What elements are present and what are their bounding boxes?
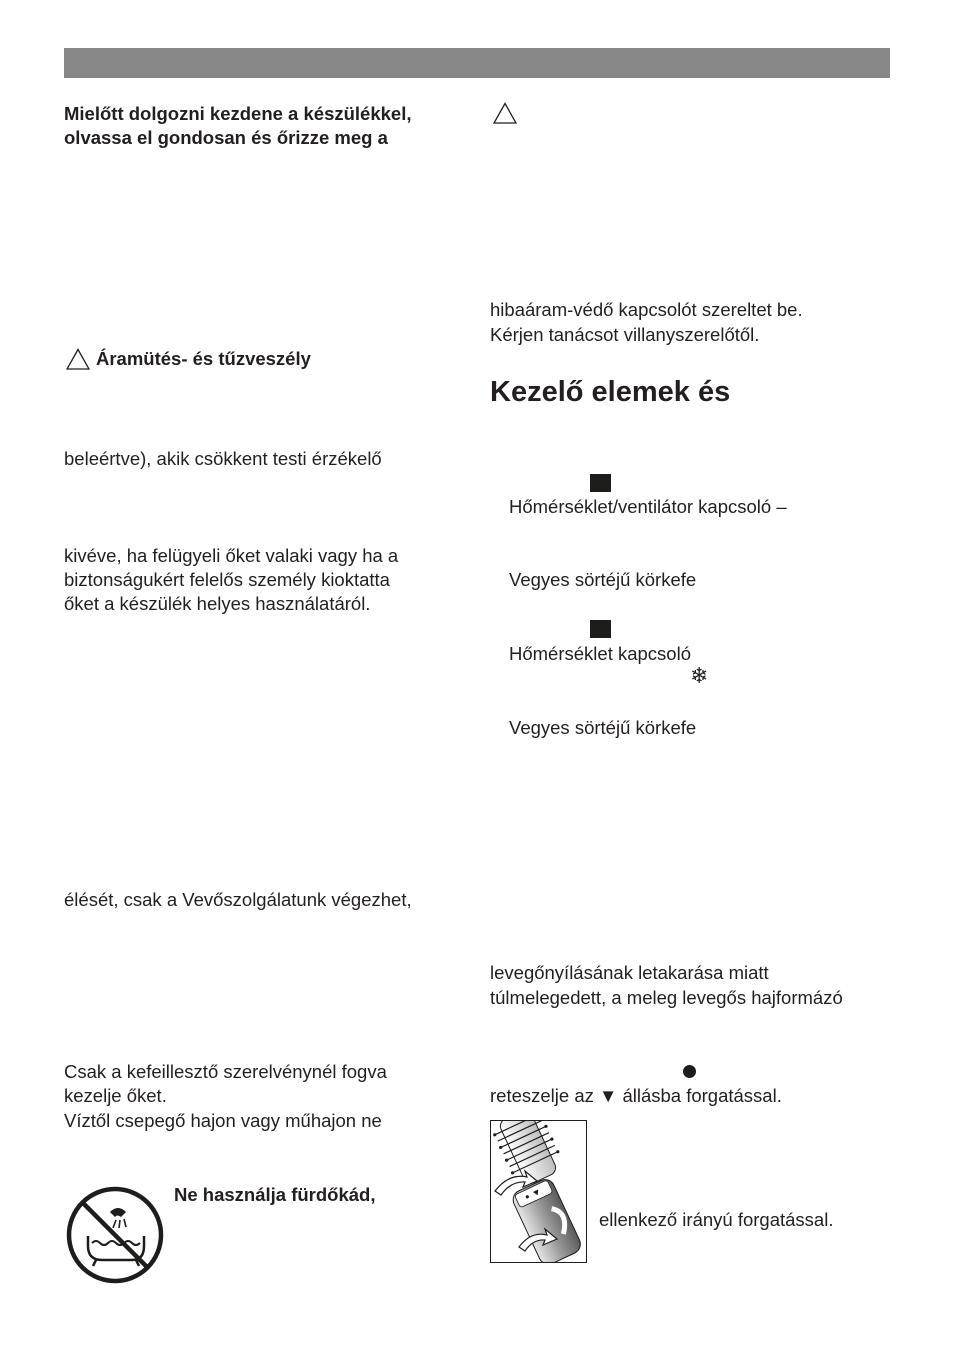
paragraph-viztol: Víztől csepegő hajon vagy műhajon ne (64, 1110, 382, 1131)
black-dot-icon (683, 1065, 696, 1078)
black-square-icon (590, 620, 611, 638)
black-square-icon (590, 474, 611, 492)
paragraph-levego-line-2: túlmelegedett, a meleg levegős hajformázó (490, 987, 843, 1008)
brush-attach-illustration (490, 1120, 587, 1263)
paragraph-beleertve: beleértve), akik csökkent testi érzékelő (64, 448, 382, 469)
intro-text-line-2: olvassa el gondosan és őrizze meg a (64, 127, 388, 148)
warning-heading: Áramütés- és tűzveszély (96, 348, 311, 369)
item-round-brush-1: Vegyes sörtéjű körkefe (509, 569, 697, 590)
bath-warning-text: Ne használja fürdőkád, (174, 1184, 376, 1205)
header-bar (64, 48, 890, 78)
paragraph-ellenkezo: ellenkező irányú forgatással. (599, 1209, 834, 1230)
section-heading: Kezelő elemek és (490, 376, 731, 408)
item-round-brush-2: Vegyes sörtéjű körkefe (509, 717, 697, 738)
paragraph-eleset: élését, csak a Vevőszolgálatunk végezhet, (64, 889, 412, 910)
paragraph-levego-line-1: levegőnyílásának letakarása miatt (490, 962, 769, 983)
paragraph-hiba-line-2: Kérjen tanácsot villanyszerelőtől. (490, 324, 760, 345)
warning-triangle-icon (66, 348, 90, 370)
paragraph-retesz: reteszelje az ▼ állásba forgatással. (490, 1085, 782, 1106)
paragraph-csak-line-1: Csak a kefeillesztő szerelvénynél fogva (64, 1061, 387, 1082)
paragraph-hiba-line-1: hibaáram-védő kapcsolót szereltet be. (490, 299, 803, 320)
item-temp-switch: Hőmérséklet kapcsoló (509, 643, 691, 664)
warning-triangle-icon (493, 102, 517, 124)
no-bath-icon (66, 1186, 164, 1284)
snowflake-icon: ❄ (690, 664, 709, 689)
paragraph-csak-line-2: kezelje őket. (64, 1085, 167, 1106)
intro-text-line-1: Mielőtt dolgozni kezdene a készülékkel, (64, 103, 412, 124)
paragraph-kiveve-line-1: kivéve, ha felügyeli őket valaki vagy ha a (64, 545, 399, 566)
paragraph-kiveve-line-2: biztonságukért felelős személy kioktatta (64, 569, 390, 590)
paragraph-kiveve-line-3: őket a készülék helyes használatáról. (64, 593, 371, 614)
item-temp-fan-switch: Hőmérséklet/ventilátor kapcsoló – (509, 496, 787, 517)
brush-attach-drawing (491, 1121, 586, 1262)
